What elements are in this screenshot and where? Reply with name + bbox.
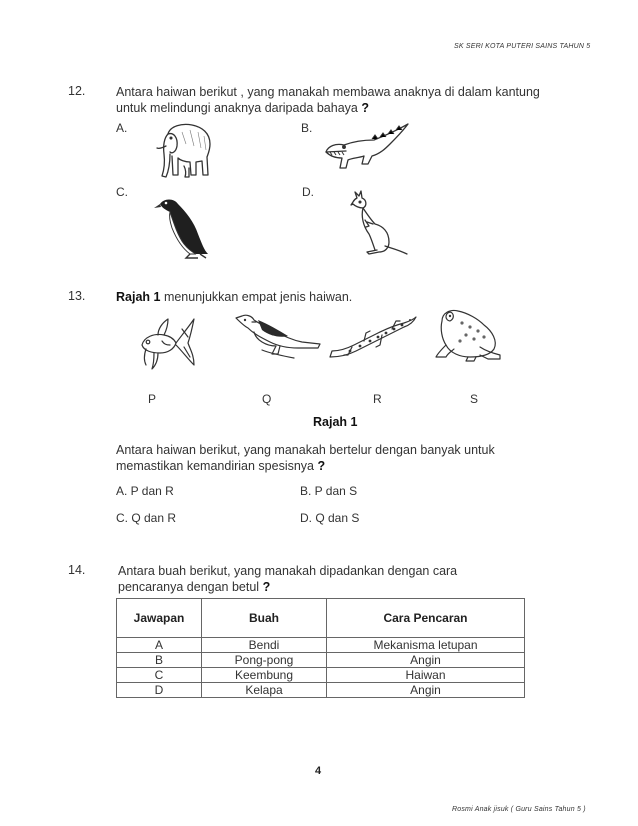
- penguin-icon: [150, 194, 220, 260]
- cell-jawapan: B: [117, 653, 202, 668]
- school-header: SK SERI KOTA PUTERI SAINS TAHUN 5: [454, 43, 591, 50]
- question-12-text: [116, 84, 616, 116]
- question-13-intro: Rajah 1 menunjukkan empat jenis haiwan.: [116, 290, 353, 304]
- question-14-number: 14.: [68, 563, 86, 577]
- question-13-number: 13.: [68, 289, 86, 303]
- footer-credit: Rosmi Anak jisuk ( Guru Sains Tahun 5 ): [452, 806, 586, 813]
- cell-jawapan: A: [117, 638, 202, 653]
- cell-jawapan: D: [117, 683, 202, 698]
- crocodile-icon: [322, 118, 416, 178]
- cell-cara-pencaran: Mekanisma letupan: [327, 638, 525, 653]
- q13-option-b: B. P dan S: [300, 484, 358, 498]
- question-14-line-2: pencaranya dengan betul ?: [118, 580, 271, 594]
- kangaroo-icon: [345, 190, 409, 260]
- answer-table: [116, 598, 525, 698]
- elephant-icon: [152, 120, 216, 182]
- question-12-line-2: untuk melindungi anaknya daripada bahaya ?: [116, 101, 369, 115]
- q12-option-a-label: A.: [116, 121, 128, 135]
- cell-buah: Bendi: [202, 638, 327, 653]
- question-14-line-1: Antara buah berikut, yang manakah dipadankan dengan cara: [118, 564, 458, 578]
- q13-option-d: D. Q dan S: [300, 511, 360, 525]
- animal-letter-q: Q: [262, 392, 272, 406]
- cell-buah: Keembung: [202, 668, 327, 683]
- question-13-line-2: memastikan kemandirian spesisnya ?: [116, 459, 326, 473]
- q12-option-b-label: B.: [301, 121, 313, 135]
- question-12-number: 12.: [68, 84, 86, 98]
- bird-icon: [232, 310, 324, 362]
- table-row: [117, 653, 525, 668]
- table-row: [117, 683, 525, 698]
- question-12-line-1: Antara haiwan berikut , yang manakah membawa anaknya di dalam kantung: [116, 85, 540, 99]
- table-row: [117, 638, 525, 653]
- page-number: 4: [315, 765, 322, 777]
- q13-option-a: A. P dan R: [116, 484, 174, 498]
- goldfish-icon: [132, 315, 198, 371]
- figure-caption: Rajah 1: [313, 415, 358, 429]
- answer-table-header: [117, 599, 525, 638]
- frog-icon: [432, 305, 506, 363]
- question-13-text: [116, 442, 616, 474]
- q13-option-c: C. Q dan R: [116, 511, 177, 525]
- header-jawapan: Jawapan: [117, 599, 202, 638]
- animal-letter-r: R: [373, 392, 382, 406]
- question-13-line-1: Antara haiwan berikut, yang manakah bertelur dengan banyak untuk: [116, 443, 495, 457]
- header-buah: Buah: [202, 599, 327, 638]
- animal-letter-s: S: [470, 392, 479, 406]
- cell-cara-pencaran: Haiwan: [327, 668, 525, 683]
- question-14-text: [118, 563, 618, 595]
- q12-option-d-label: D.: [302, 185, 314, 199]
- cell-buah: Pong-pong: [202, 653, 327, 668]
- cell-buah: Kelapa: [202, 683, 327, 698]
- cell-cara-pencaran: Angin: [327, 653, 525, 668]
- q12-option-c-label: C.: [116, 185, 128, 199]
- animal-letter-p: P: [148, 392, 157, 406]
- header-cara-pencaran: Cara Pencaran: [327, 599, 525, 638]
- cell-jawapan: C: [117, 668, 202, 683]
- lizard-icon: [326, 311, 418, 361]
- table-row: [117, 668, 525, 683]
- cell-cara-pencaran: Angin: [327, 683, 525, 698]
